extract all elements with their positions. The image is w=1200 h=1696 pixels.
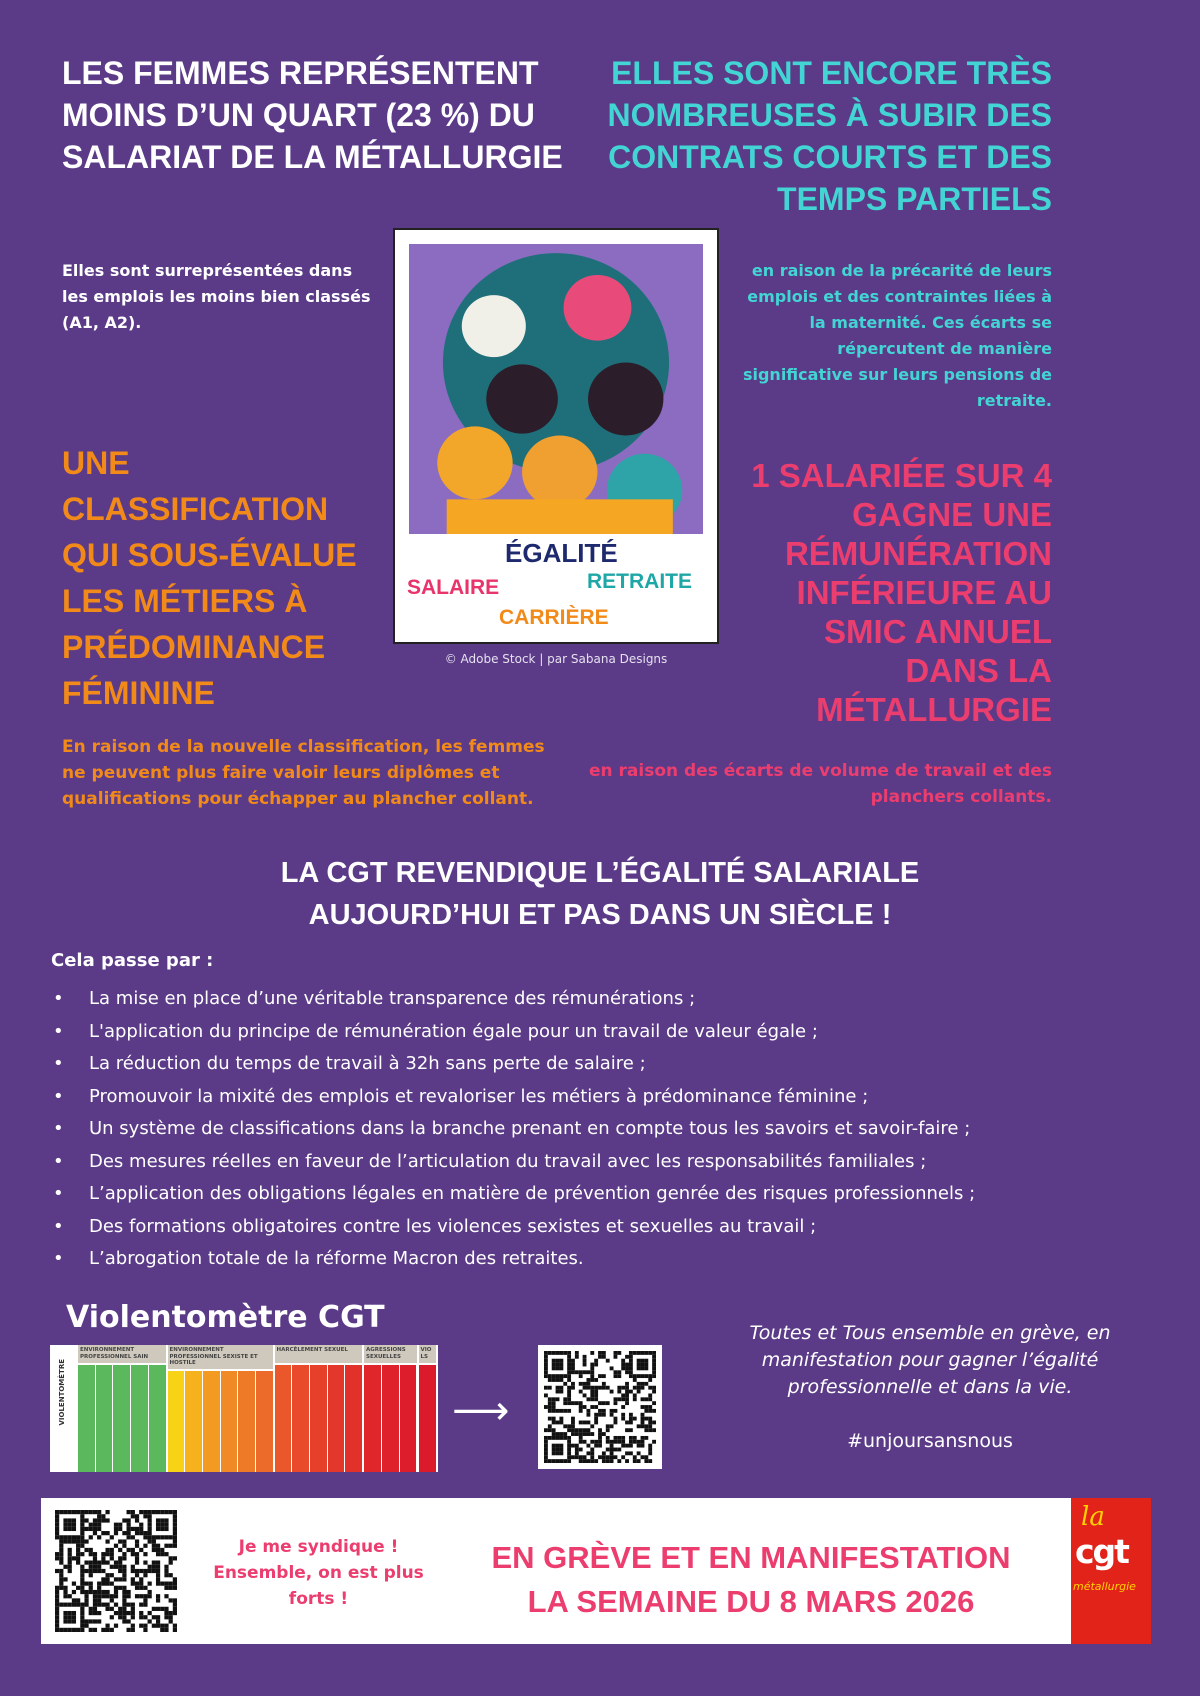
violentometre-chart [50,1345,438,1472]
demands-list [51,983,975,1276]
violentometre-group-label: AGRESSIONS SEXUELLES [364,1345,417,1363]
violentometre-group [275,1345,363,1472]
text-smic: en raison des écarts de volume de travail et des planchers collants. [588,761,1052,807]
violentometre-group-label: VIOLS [419,1345,437,1363]
demands-intro: Cela passe par : [51,950,214,971]
cgt-metallurgie-logo [1071,1498,1151,1644]
violentometre-level [328,1365,345,1472]
heading-women-share: LES FEMMES REPRÉSENTENT MOINS D’UN QUART (23 %) DU SALARIAT DE LA MÉTALLURGIE [62,55,563,175]
logo-cgt: cgt [1075,1532,1128,1571]
strike-announcement [441,1536,1061,1624]
equality-illustration [393,228,719,644]
violentometre-title: Violentomètre CGT [66,1300,385,1335]
demand-item: • La mise en place d’une véritable transparence des rémunérations ; [51,983,975,1016]
text-classification: En raison de la nouvelle classification, les femmes ne peuvent plus faire valoir leurs diplômes et qualifications pour échapper au plancher collant. [62,737,545,809]
qr-code-icon [55,1510,177,1632]
qr-code-icon [544,1351,656,1463]
violentometre-level [168,1371,185,1473]
violentometre-level [382,1365,399,1472]
membership-qr-code[interactable] [55,1510,185,1632]
violentometre-level [256,1371,273,1473]
violentometre-group [168,1345,273,1472]
violentometre-qr-code[interactable] [538,1345,662,1469]
violentometre-level [310,1365,327,1472]
demand-item: • L'application du principe de rémunération égale pour un travail de valeur égale ; [51,1016,975,1049]
violentometre-side-label: VIOLENTOMÈTRE [58,1359,66,1426]
violentometre-level [131,1365,148,1472]
hashtag: #unjoursansnous [847,1430,1013,1452]
violentometre-level [275,1365,292,1472]
claim-line1: LA CGT REVENDIQUE L’ÉGALITÉ SALARIALE [280,857,920,889]
violentometre-group-label: ENVIRONNEMENT PROFESSIONNEL SAIN [78,1345,166,1363]
heading-classification: UNE CLASSIFICATION QUI SOUS-ÉVALUE LES MÉTIERS À PRÉDOMINANCE FÉMININE [62,445,357,711]
arrow-icon: ⟶ [452,1388,510,1434]
violentometre-group-label: ENVIRONNEMENT PROFESSIONNEL SEXISTE ET HOSTILE [168,1345,273,1369]
call-to-action: Toutes et Tous ensemble en grève, en manifestation pour gagner l’égalité professionnelle et dans la vie. [749,1322,1111,1398]
demand-item: • L’application des obligations légales en matière de prévention genrée des risques professionnels ; [51,1178,975,1211]
violentometre-level [238,1371,255,1473]
heading-short-contracts: ELLES SONT ENCORE TRÈS NOMBREUSES À SUBIR DES CONTRATS COURTS ET DES TEMPS PARTIELS [607,55,1052,217]
violentometre-level [364,1365,381,1472]
violentometre-level [292,1365,309,1472]
cgt-claim [0,852,1200,936]
demand-item: • Des formations obligatoires contre les violences sexistes et sexuelles au travail ; [51,1211,975,1244]
violentometre-level [185,1371,202,1473]
violentometre-level [419,1365,437,1472]
join-union-text: Je me syndique ! Ensemble, on est plus forts ! [213,1537,424,1609]
violentometre-side [50,1345,78,1472]
violentometre-level [400,1365,417,1472]
logo-la: la [1081,1502,1105,1532]
violentometre-level [78,1365,95,1472]
demand-item: • L’abrogation totale de la réforme Macron des retraites. [51,1243,975,1276]
violentometre-level [221,1371,238,1473]
word-carriere: CARRIÈRE [499,606,609,629]
strike-line2: LA SEMAINE DU 8 MARS 2026 [527,1584,975,1619]
logo-metallurgie: métallurgie [1073,1580,1136,1593]
heading-smic: 1 SALARIÉE SUR 4 GAGNE UNE RÉMUNÉRATION INFÉRIEURE AU SMIC ANNUEL DANS LA MÉTALLURGIE [751,457,1052,728]
bottom-banner [41,1498,1151,1644]
text-overrepresented: Elles sont surreprésentées dans les emplois les moins bien classés (A1, A2). [62,261,371,332]
violentometre-group-label: HARCÈLEMENT SEXUEL [275,1345,363,1363]
text-precarity: en raison de la précarité de leurs emplois et des contraintes liées à la maternité. Ces écarts se répercutent de manière significative sur leurs pensions de retraite. [742,261,1052,410]
strike-line1: EN GRÈVE ET EN MANIFESTATION [491,1540,1011,1575]
demand-item: • La réduction du temps de travail à 32h sans perte de salaire ; [51,1048,975,1081]
violentometre-level [203,1371,220,1473]
claim-line2: AUJOURD’HUI ET PAS DANS UN SIÈCLE ! [308,899,892,931]
word-egalite: ÉGALITÉ [505,538,618,568]
women-illustration [409,244,703,534]
demand-item: • Des mesures réelles en faveur de l’articulation du travail avec les responsabilités familiales ; [51,1146,975,1179]
violentometre-level [96,1365,113,1472]
word-retraite: RETRAITE [587,570,692,593]
demand-item: • Un système de classifications dans la branche prenant en compte tous les savoirs et savoir-faire ; [51,1113,975,1146]
violentometre-group [419,1345,437,1472]
violentometre-level [345,1365,362,1472]
image-credit: © Adobe Stock | par Sabana Designs [444,652,668,666]
violentometre-group [78,1345,166,1472]
word-salaire: SALAIRE [407,576,500,599]
violentometre-level [149,1365,166,1472]
demand-item: • Promouvoir la mixité des emplois et revaloriser les métiers à prédominance féminine ; [51,1081,975,1114]
violentometre-level [113,1365,130,1472]
violentometre-group [364,1345,417,1472]
